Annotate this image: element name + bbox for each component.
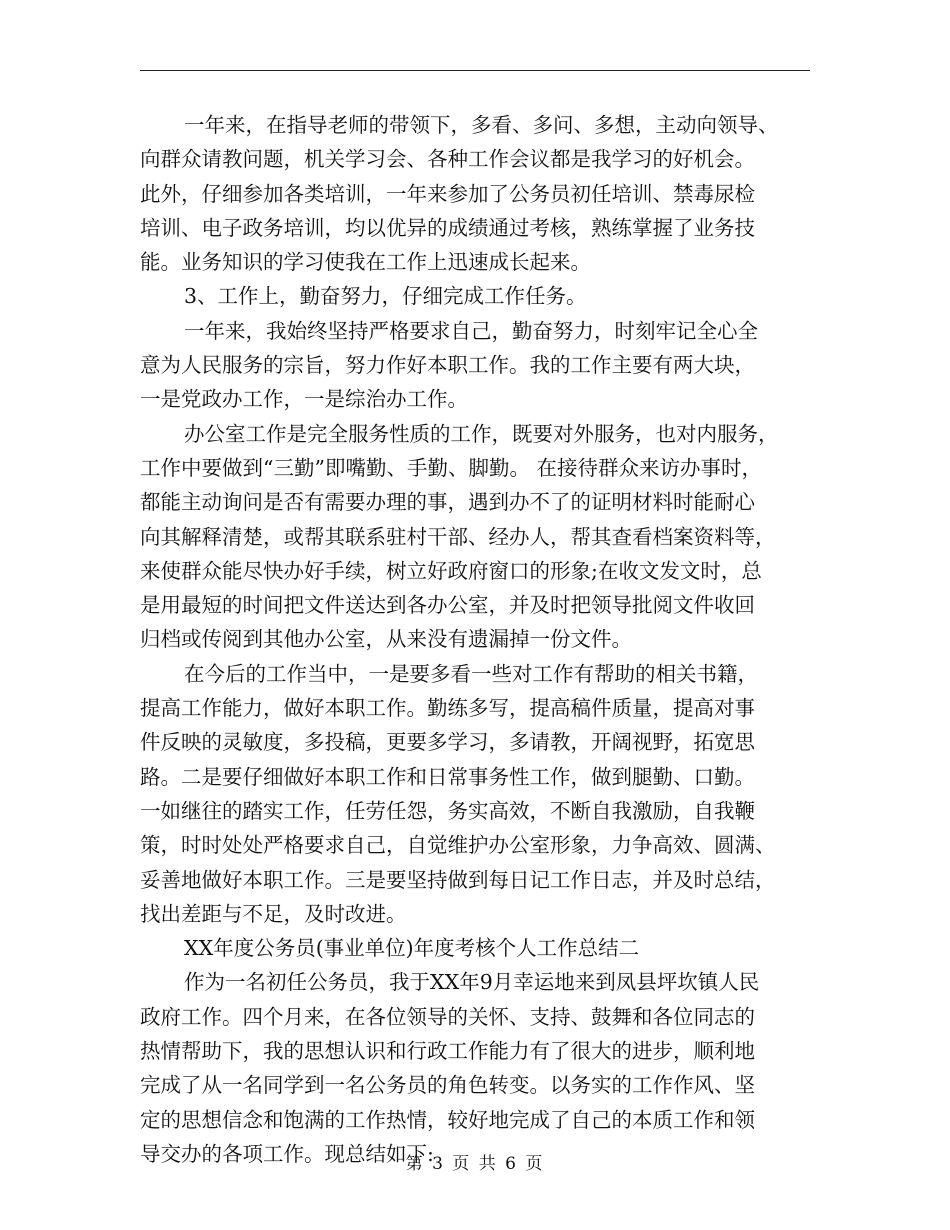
text-line: 一年来，我始终坚持严格要求自己，勤奋努力，时刻牢记全心全 bbox=[184, 318, 758, 343]
text-line: 此外，仔细参加各类培训，一年来参加了公务员初任培训、禁毒尿检 bbox=[140, 181, 755, 206]
text-line: 作为一名初任公务员，我于XX年9月幸运地来到凤县坪坎镇人民 bbox=[184, 970, 760, 995]
text-line: 培训、电子政务培训，均以优异的成绩通过考核，熟练掌握了业务技 bbox=[140, 215, 755, 240]
text-line: 妥善地做好本职工作。三是要坚持做到每日记工作日志，并及时总结， bbox=[140, 867, 776, 892]
text-line: 归档或传阅到其他办公室，从来没有遗漏掉一份文件。 bbox=[140, 627, 632, 652]
text-line: 定的思想信念和饱满的工作热情，较好地完成了自己的本质工作和领 bbox=[140, 1107, 755, 1132]
text-line: 件反映的灵敏度，多投稿，更要多学习，多请教，开阔视野，拓宽思 bbox=[140, 730, 755, 755]
text-line: 完成了从一名同学到一名公务员的角色转变。以务实的工作作风、坚 bbox=[140, 1073, 755, 1098]
text-line: 一是党政办工作，一是综治办工作。 bbox=[140, 387, 468, 412]
text-line: 是用最短的时间把文件送达到各办公室，并及时把领导批阅文件收回 bbox=[140, 593, 755, 618]
text-line: 3、工作上，勤奋努力，仔细完成工作任务。 bbox=[184, 284, 587, 309]
text-line: 路。二是要仔细做好本职工作和日常事务性工作，做到腿勤、口勤。 bbox=[140, 764, 755, 789]
text-line: 能。业务知识的学习使我在工作上迅速成长起来。 bbox=[140, 250, 591, 275]
text-line: 政府工作。四个月来，在各位领导的关怀、支持、鼓舞和各位同志的 bbox=[140, 1004, 755, 1029]
text-line: 办公室工作是完全服务性质的工作，既要对外服务，也对内服务， bbox=[184, 421, 779, 446]
text-line: 一年来，在指导老师的带领下，多看、多问、多想，主动向领导、 bbox=[184, 113, 779, 137]
text-line: 在今后的工作当中，一是要多看一些对工作有帮助的相关书籍， bbox=[184, 661, 758, 686]
text-line: 热情帮助下，我的思想认识和行政工作能力有了很大的进步，顺利地 bbox=[140, 1039, 755, 1064]
text-line: 找出差距与不足，及时改进。 bbox=[140, 901, 407, 926]
text-line: 意为人民服务的宗旨，努力作好本职工作。我的工作主要有两大块， bbox=[140, 353, 755, 378]
text-line: 一如继往的踏实工作，任劳任怨，务实高效，不断自我激励，自我鞭 bbox=[140, 798, 755, 823]
page-number: 第 3 页 共 6 页 bbox=[405, 1154, 545, 1174]
text-line: 向群众请教问题，机关学习会、各种工作会议都是我学习的好机会。 bbox=[140, 147, 755, 172]
text-line: 工作中要做到“三勤”即嘴勤、手勤、脚勤。 在接待群众来访办事时， bbox=[140, 455, 762, 480]
header-rule bbox=[140, 70, 810, 71]
text-line: 向其解释清楚，或帮其联系驻村干部、经办人，帮其查看档案资料等， bbox=[140, 524, 776, 549]
text-line: XX年度公务员(事业单位)年度考核个人工作总结二 bbox=[184, 936, 640, 961]
text-line: 导交办的各项工作。现总结如下: bbox=[140, 1141, 434, 1166]
text-line: 提高工作能力，做好本职工作。勤练多写，提高稿件质量，提高对事 bbox=[140, 696, 755, 721]
text-line: 策，时时处处严格要求自己，自觉维护办公室形象，力争高效、圆满、 bbox=[140, 833, 776, 858]
text-line: 都能主动询问是否有需要办理的事，遇到办不了的证明材料时能耐心 bbox=[140, 490, 755, 515]
text-line: 来使群众能尽快办好手续，树立好政府窗口的形象;在收文发文时，总 bbox=[140, 558, 762, 583]
document-body bbox=[140, 108, 816, 1171]
